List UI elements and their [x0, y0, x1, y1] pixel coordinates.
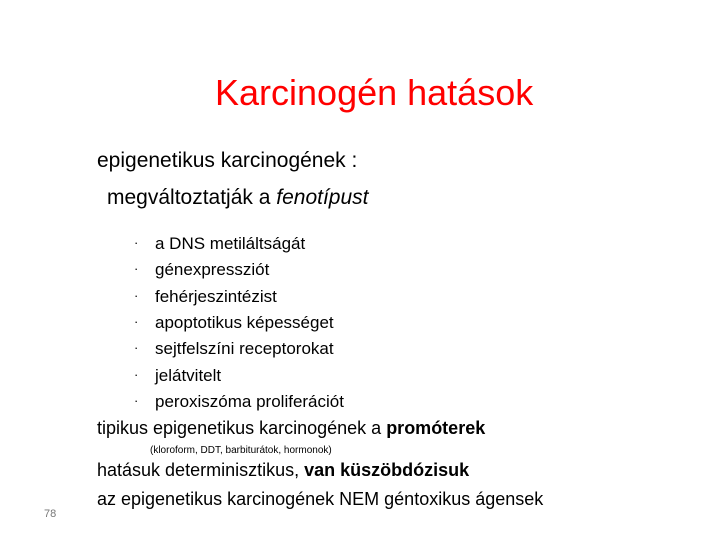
bullet-text: jelátvitelt — [155, 366, 222, 385]
typical-bold: promóterek — [386, 418, 486, 438]
page-number: 78 — [44, 508, 57, 520]
bullet-item — [134, 260, 269, 280]
effect-bold: van küszöbdózisuk — [304, 460, 470, 480]
bullet-item — [134, 392, 344, 412]
bullet-dot-icon: · — [134, 261, 139, 276]
conclusion-line: az epigenetikus karcinogének NEM géntoxikus ágensek — [97, 489, 544, 509]
bullet-dot-icon: · — [134, 367, 139, 382]
bullet-text: génexpressziót — [155, 260, 270, 279]
subheading-emphasis: fenotípust — [276, 186, 369, 209]
bullet-item — [134, 313, 334, 333]
heading: epigenetikus karcinogének : — [97, 149, 358, 172]
bullet-text: sejtfelszíni receptorokat — [155, 339, 334, 358]
bullet-dot-icon: · — [134, 314, 139, 329]
bullet-item — [134, 287, 277, 307]
effect-text: hatásuk determinisztikus, — [97, 460, 305, 480]
bullet-text: fehérjeszintézist — [155, 287, 277, 306]
bullet-item — [134, 234, 305, 254]
typical-line — [97, 418, 485, 439]
slide-title: Karcinogén hatások — [215, 72, 534, 113]
bullet-text: peroxiszóma proliferációt — [155, 392, 344, 411]
bullet-text: a DNS metiláltságát — [155, 234, 306, 253]
typical-text: tipikus epigenetikus karcinogének a — [97, 418, 387, 438]
bullet-text: apoptotikus képességet — [155, 313, 334, 332]
bullet-item — [134, 339, 334, 359]
bullet-dot-icon: · — [134, 340, 139, 355]
subheading-text: megváltoztatják a — [107, 186, 277, 209]
bullet-dot-icon: · — [134, 393, 139, 408]
bullet-dot-icon: · — [134, 235, 139, 250]
subheading — [107, 186, 369, 210]
bullet-dot-icon: · — [134, 288, 139, 303]
effect-line — [97, 460, 469, 481]
bullet-item — [134, 366, 221, 386]
examples-note: (kloroform, DDT, barbiturátok, hormonok) — [150, 445, 332, 456]
